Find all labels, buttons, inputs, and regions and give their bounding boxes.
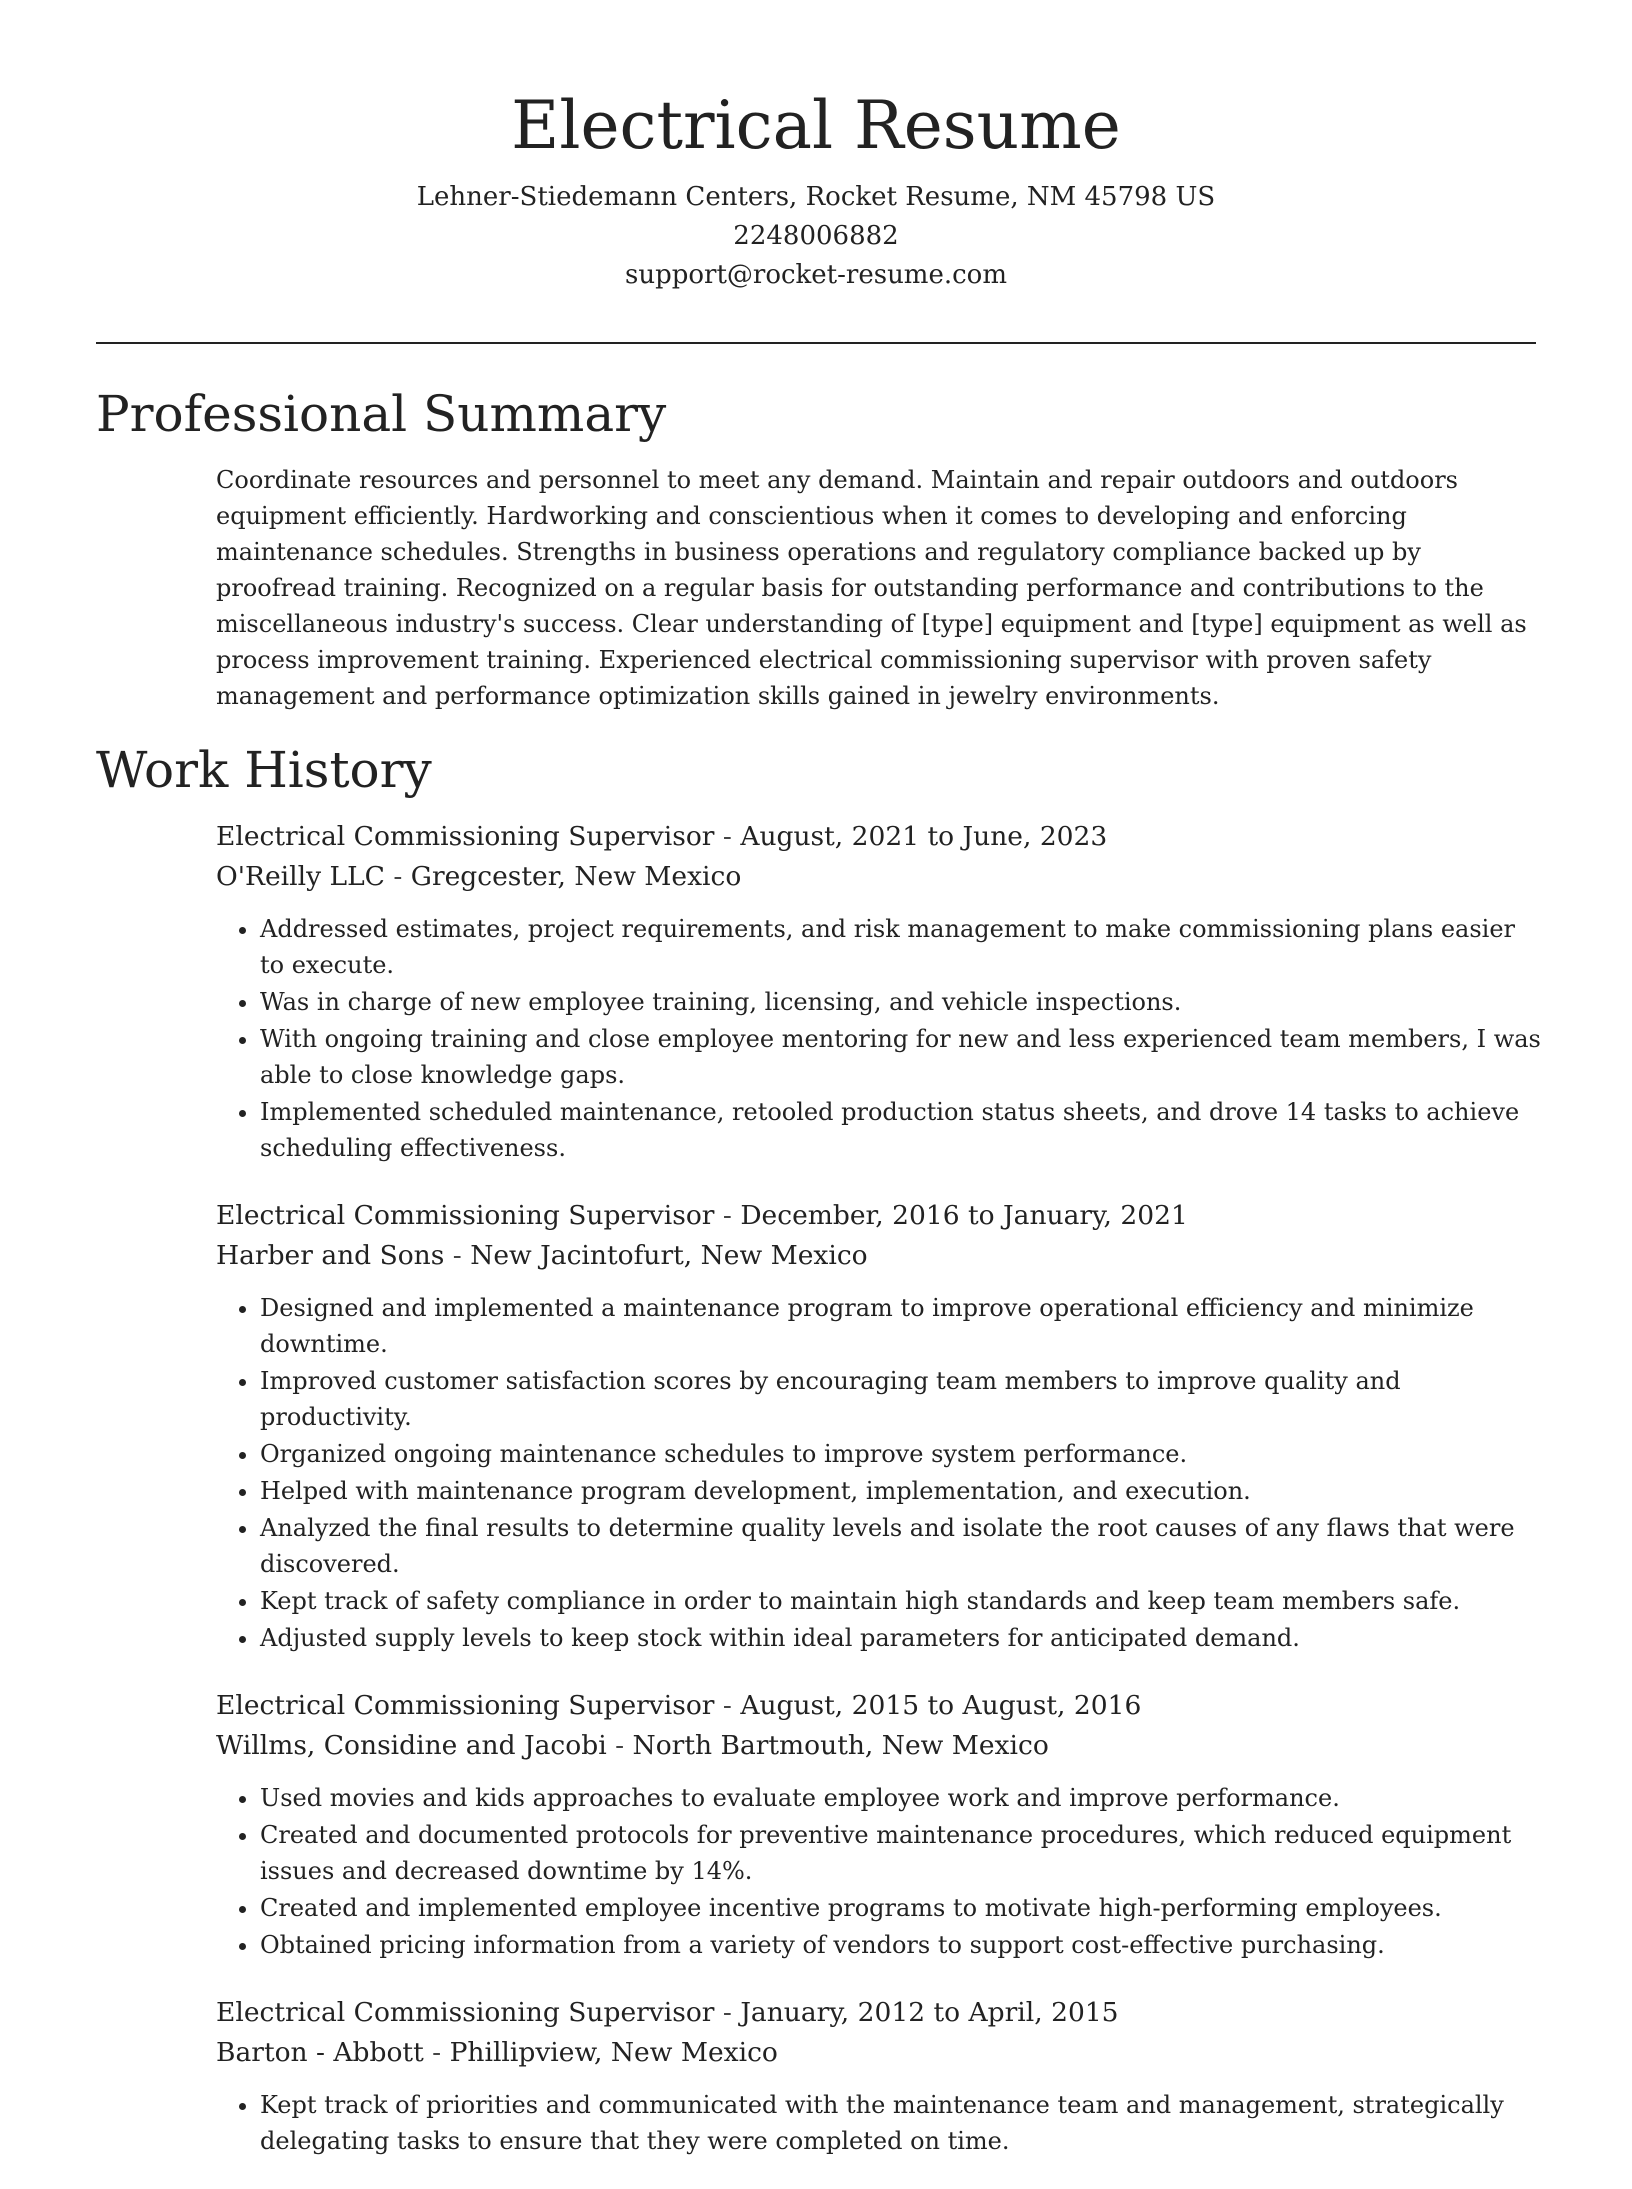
separator: - [722,1690,732,1721]
job-dates: January, 2012 to April, 2015 [740,1997,1119,2028]
job-bullet: • Designed and implemented a maintenance program to improve operational efficiency and minimize downtime. [260,1290,1546,1362]
job-bullet: • Organized ongoing maintenance schedules to improve system performance. [260,1436,1546,1472]
job-company-line [216,2033,1546,2073]
job-bullet: • Used movies and kids approaches to evaluate employee work and improve performance. [260,1780,1546,1816]
job-bullet: • Created and documented protocols for preventive maintenance procedures, which reduced equipment issues and decreased downtime by 14%. [260,1817,1546,1889]
job-bullets [216,1780,1546,1963]
job-dates: August, 2021 to June, 2023 [740,821,1108,852]
job-title: Electrical Commissioning Supervisor [216,1997,715,2028]
job-entry [216,1196,1546,1656]
job-company: Willms, Considine and Jacobi [216,1730,607,1761]
job-bullet: • Helped with maintenance program development, implementation, and execution. [260,1473,1546,1509]
summary-heading: Professional Summary [96,385,667,443]
job-bullet: • With ongoing training and close employee mentoring for new and less experienced team members, I was able to close knowledge gaps. [260,1021,1546,1093]
resume-header [0,0,1632,295]
job-bullet: • Implemented scheduled maintenance, retooled production status sheets, and drove 14 tasks to achieve scheduling effectiveness. [260,1094,1546,1166]
work-history-list [216,817,1546,2189]
job-bullet: • Analyzed the final results to determine quality levels and isolate the root causes of any flaws that were discovered. [260,1510,1546,1582]
job-bullet: • Was in charge of new employee training, licensing, and vehicle inspections. [260,984,1546,1020]
contact-email: support@rocket-resume.com [624,260,1007,290]
job-bullets [216,1290,1546,1656]
job-location: North Bartmouth, New Mexico [632,1730,1049,1761]
job-bullet: • Obtained pricing information from a variety of vendors to support cost-effective purchasing. [260,1927,1546,1963]
job-title-line [216,1993,1546,2033]
job-title: Electrical Commissioning Supervisor [216,1200,715,1231]
contact-block [0,178,1632,295]
job-title-line [216,1196,1546,1236]
job-bullet: • Addressed estimates, project requirements, and risk management to make commissioning plans easier to execute. [260,911,1546,983]
job-company: O'Reilly LLC [216,861,385,892]
job-title: Electrical Commissioning Supervisor [216,1690,715,1721]
separator: - [722,1997,732,2028]
job-location: Phillipview, New Mexico [449,2037,778,2068]
job-bullet: • Kept track of safety compliance in order to maintain high standards and keep team members safe. [260,1583,1546,1619]
job-company-line [216,1236,1546,1276]
job-location: New Jacintofurt, New Mexico [470,1240,868,1271]
job-bullets [216,2087,1546,2159]
job-bullet: • Created and implemented employee incentive programs to motivate high-performing employees. [260,1890,1546,1926]
job-title-line [216,817,1546,857]
separator: - [432,2037,442,2068]
separator: - [615,1730,625,1761]
job-dates: August, 2015 to August, 2016 [740,1690,1142,1721]
job-entry [216,817,1546,1166]
contact-address: Lehner-Stiedemann Centers, Rocket Resume, NM 45798 US [416,182,1216,212]
job-company-line [216,1726,1546,1766]
job-company: Barton - Abbott [216,2037,424,2068]
header-divider [96,342,1536,344]
separator: - [393,861,403,892]
job-company-line [216,857,1546,897]
separator: - [722,1200,732,1231]
job-title-line [216,1686,1546,1726]
job-bullets [216,911,1546,1166]
job-entry [216,1993,1546,2159]
job-dates: December, 2016 to January, 2021 [740,1200,1188,1231]
job-entry [216,1686,1546,1963]
summary-text: Coordinate resources and personnel to meet any demand. Maintain and repair outdoors and outdoors equipment efficiently. Hardworking and conscientious when it comes to developing and enforcing maintenance schedules. Strengths in business operations and regulatory compliance backed up by proofread training. Recognized on a regular basis for outstanding performance and contributions to the miscellaneous industry's success. Clear understanding of [type] equipment and [type] equipment as well as process improvement training. Experienced electrical commissioning supervisor with proven safety management and performance optimization skills gained in jewelry environments. [216,466,1527,710]
separator: - [722,821,732,852]
job-location: Gregcester, New Mexico [410,861,742,892]
job-bullet: • Adjusted supply levels to keep stock within ideal parameters for anticipated demand. [260,1620,1546,1656]
job-bullet: • Kept track of priorities and communicated with the maintenance team and management, strategically delegating tasks to ensure that they were completed on time. [260,2087,1546,2159]
job-title: Electrical Commissioning Supervisor [216,821,715,852]
resume-name: Electrical Resume [511,87,1121,164]
job-company: Harber and Sons [216,1240,445,1271]
separator: - [452,1240,462,1271]
job-bullet: • Improved customer satisfaction scores by encouraging team members to improve quality and productivity. [260,1363,1546,1435]
contact-phone: 2248006882 [733,221,899,251]
work-history-heading: Work History [96,741,432,799]
